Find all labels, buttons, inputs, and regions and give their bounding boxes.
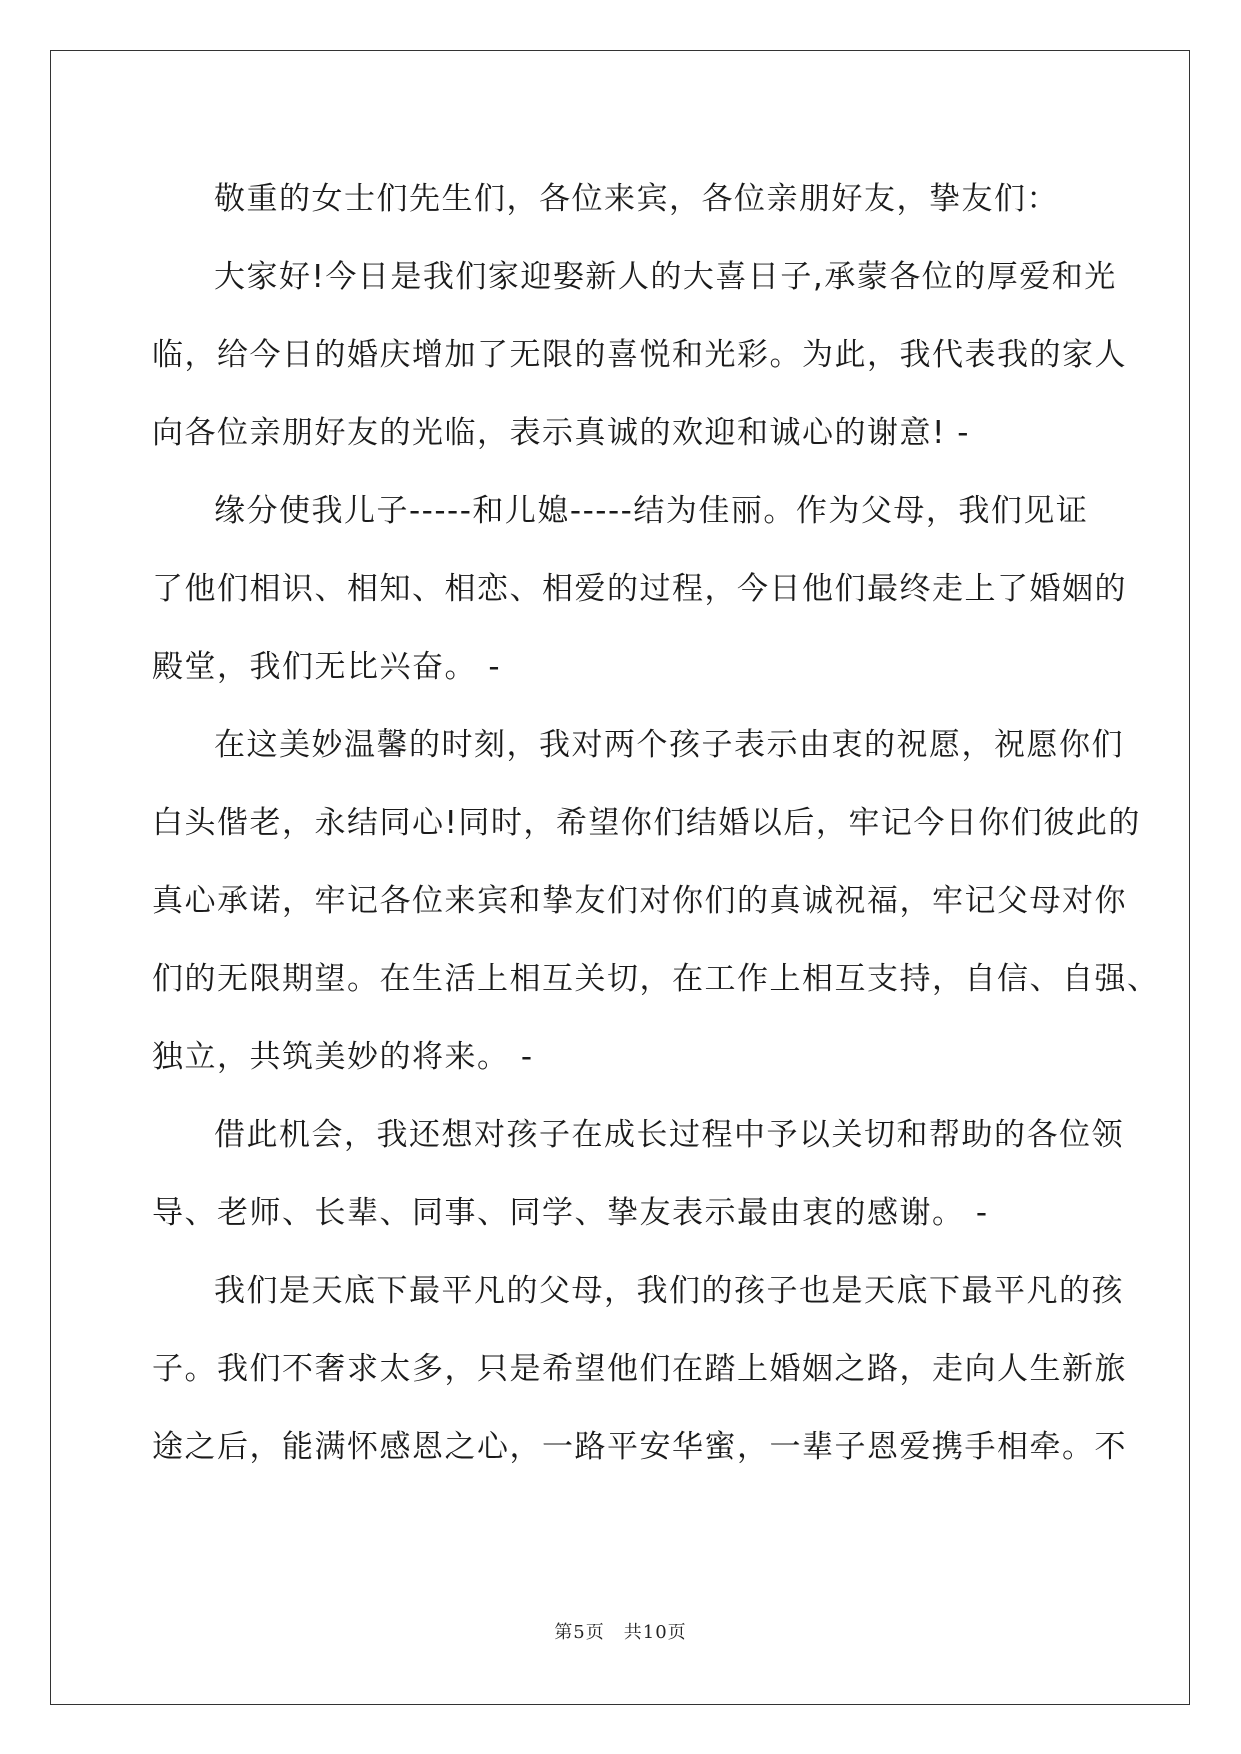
page-number-footer: 第5页 共10页 [554, 1622, 687, 1643]
text-line: 独立，共筑美妙的将来。 - [152, 1039, 534, 1075]
text-line: 们的无限期望。在生活上相互关切，在工作上相互支持，自信、自强、 [152, 961, 1160, 997]
document-body [152, 160, 1160, 1486]
text-line: 途之后，能满怀感恩之心，一路平安华蜜，一辈子恩爱携手相牵。不 [152, 1429, 1127, 1465]
text-line: 真心承诺，牢记各位来宾和挚友们对你们的真诚祝福，牢记父母对你 [152, 883, 1127, 919]
text-line: 缘分使我儿子-----和儿媳-----结为佳丽。作为父母，我们见证 [214, 493, 1089, 529]
text-line: 导、老师、长辈、同事、同学、挚友表示最由衷的感谢。 - [152, 1195, 989, 1231]
text-line: 敬重的女士们先生们，各位来宾，各位亲朋好友，挚友们： [214, 181, 1059, 217]
text-line: 子。我们不奢求太多，只是希望他们在踏上婚姻之路，走向人生新旅 [152, 1351, 1127, 1387]
text-line: 向各位亲朋好友的光临，表示真诚的欢迎和诚心的谢意! - [152, 415, 970, 451]
text-line: 大家好!今日是我们家迎娶新人的大喜日子,承蒙各位的厚爱和光 [214, 259, 1117, 295]
text-line: 借此机会，我还想对孩子在成长过程中予以关切和帮助的各位领 [214, 1117, 1124, 1153]
text-line: 白头偕老，永结同心!同时，希望你们结婚以后，牢记今日你们彼此的 [152, 805, 1141, 841]
text-line: 临，给今日的婚庆增加了无限的喜悦和光彩。为此，我代表我的家人 [152, 337, 1127, 373]
text-line: 殿堂，我们无比兴奋。 - [152, 649, 502, 685]
text-line: 我们是天底下最平凡的父母，我们的孩子也是天底下最平凡的孩 [214, 1273, 1124, 1309]
text-line: 了他们相识、相知、相恋、相爱的过程，今日他们最终走上了婚姻的 [152, 571, 1127, 607]
text-line: 在这美妙温馨的时刻，我对两个孩子表示由衷的祝愿，祝愿你们 [214, 727, 1124, 763]
